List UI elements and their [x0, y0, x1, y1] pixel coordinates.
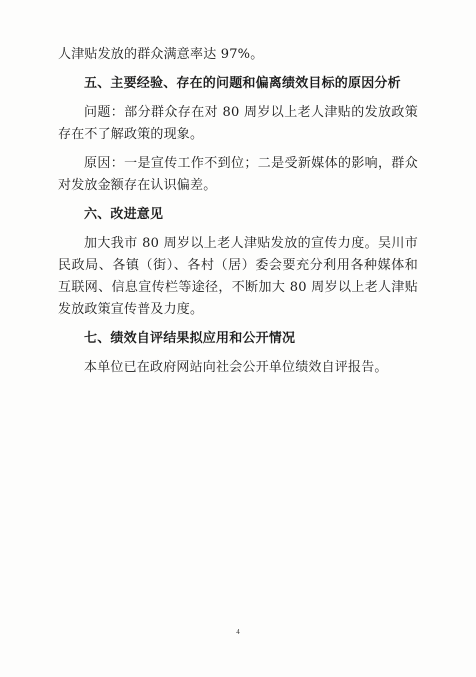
paragraph-disclosure: 本单位已在政府网站向社会公开单位绩效自评报告。: [84, 360, 388, 375]
paragraph-cause: 原因：一是宣传工作不到位；二是受新媒体的影响，群众对发放金额存在认识偏差。: [58, 156, 418, 193]
paragraph-continuation: 人津贴发放的群众满意率达 97%。: [58, 47, 264, 62]
section-heading-7: 七、绩效自评结果拟应用和公开情况: [84, 331, 296, 346]
page-number: 4: [236, 628, 240, 636]
paragraph-improvement: 加大我市 80 周岁以上老人津贴发放的宣传力度。吴川市民政局、各镇（街）、各村（居）委会要充分利用各种媒体和互联网、信息宣传栏等途径，不断加大 80 周岁以上老人津贴发放政策宣传普及力度。: [58, 236, 418, 317]
section-heading-6: 六、改进意见: [84, 207, 164, 222]
section-heading-5: 五、主要经验、存在的问题和偏离绩效目标的原因分析: [84, 76, 401, 91]
document-body: [58, 44, 418, 386]
paragraph-problem: 问题：部分群众存在对 80 周岁以上老人津贴的发放政策存在不了解政策的现象。: [58, 105, 418, 142]
